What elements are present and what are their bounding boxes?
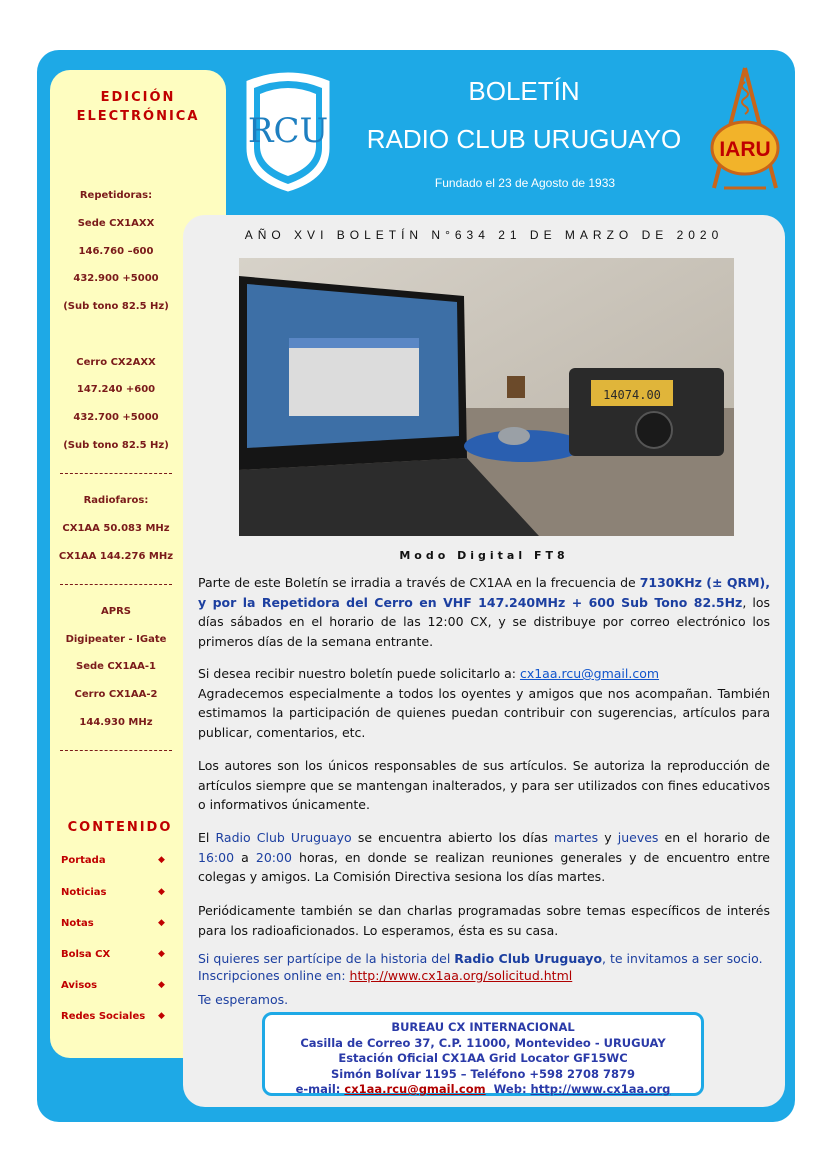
sidebar-line: Cerro CX1AA-2 <box>74 689 158 700</box>
sidebar-line: Cerro CX2AXX <box>76 357 156 368</box>
subscribe-email-link[interactable]: cx1aa.rcu@gmail.com <box>519 666 660 681</box>
sidebar-line: 432.700 +5000 <box>73 412 159 423</box>
toc-link-bolsa-cx[interactable]: Bolsa CX <box>61 949 111 960</box>
toc-bullet: ◆ <box>158 887 165 897</box>
sidebar-line: 147.240 +600 <box>76 384 156 395</box>
sidebar-divider <box>60 473 172 474</box>
founded-date: Fundado el 23 de Agosto de 1933 <box>434 176 616 190</box>
sidebar-line: Digipeater - IGate <box>65 634 167 645</box>
sidebar-line: Radiofaros: <box>83 495 149 506</box>
photo-caption: Modo Digital FT8 <box>399 549 569 562</box>
sidebar-line: CX1AA 144.276 MHz <box>58 551 174 562</box>
sidebar-line: 146.760 –600 <box>78 246 154 257</box>
station-photo <box>239 258 734 536</box>
sidebar-line: (Sub tono 82.5 Hz) <box>63 440 169 451</box>
toc-bullet: ◆ <box>158 855 165 865</box>
rcu-logo <box>238 70 338 194</box>
radio-display-freq: 14074.00 <box>603 388 661 402</box>
toc-bullet: ◆ <box>158 1011 165 1021</box>
closing-line: Te esperamos. <box>198 992 289 1007</box>
sidebar-line: CX1AA 50.083 MHz <box>62 523 170 534</box>
sidebar-line: Repetidoras: <box>79 190 153 201</box>
paragraph-talks: Periódicamente también se dan charlas programadas sobre temas específicos de interés para los radioaficionados. Lo esperamos, ésta es su casa. <box>198 903 770 938</box>
sidebar-line: Sede CX1AA-1 <box>76 661 156 672</box>
club-name-title: RADIO CLUB URUGUAYO <box>366 124 682 154</box>
bureau-station: Estación Oficial CX1AA Grid Locator GF15WC <box>338 1051 628 1065</box>
bureau-phone: Simón Bolívar 1195 – Teléfono +598 2708 7879 <box>330 1066 636 1081</box>
edition-title-line2: ELECTRÓNICA <box>76 109 200 124</box>
toc-link-portada[interactable]: Portada <box>61 855 106 866</box>
toc-link-notas[interactable]: Notas <box>61 918 94 929</box>
toc-link-avisos[interactable]: Avisos <box>61 980 98 991</box>
signup-url-link[interactable]: http://www.cx1aa.org/solicitud.html <box>349 968 573 983</box>
paragraph-schedule: El Radio Club Uruguayo se encuentra abierto los días martes y jueves en el horario de 16:00 a 20:00 horas, en donde se realizan reuniones generales y de encuentro entre colegas y amigos. La Comisión Directiva sesiona los días martes. <box>198 830 770 884</box>
paragraph-broadcast: Parte de este Boletín se irradia a través de CX1AA en la frecuencia de 7130KHz (± QRM), y por la Repetidora del Cerro en VHF 147.240MHz + 600 Sub Tono 82.5Hz, los días sábados en el horario de las 12:00 CX, y se distribuye por correo electrónico los primeros días de la semana entrante. <box>198 575 770 649</box>
toc-link-noticias[interactable]: Noticias <box>61 887 107 898</box>
bulletin-title: BOLETÍN <box>468 76 580 106</box>
bureau-title: BUREAU CX INTERNACIONAL <box>391 1020 575 1034</box>
sidebar-line: APRS <box>101 606 131 617</box>
paragraph-authors: Los autores son los únicos responsables de sus artículos. Se autoriza la reproducción de artículos siempre que se mantengan inalterados, y para ser utilizados con fines educativos o informativos únicamente. <box>198 758 770 812</box>
paragraph-membership: Si quieres ser partícipe de la historia del Radio Club Uruguayo, te invitamos a ser socio. Inscripciones online en: http://www.cx1aa.org/solicitud.html <box>198 951 763 983</box>
sidebar-line: 144.930 MHz <box>79 717 153 728</box>
iaru-logo <box>706 66 784 196</box>
toc-bullet: ◆ <box>158 980 165 990</box>
rcu-logo-text: RCU <box>247 111 329 151</box>
sidebar-divider <box>60 750 172 751</box>
sidebar-line: (Sub tono 82.5 Hz) <box>63 301 169 312</box>
sidebar-line: 432.900 +5000 <box>73 273 159 284</box>
bureau-web-link[interactable]: http://www.cx1aa.org <box>530 1082 671 1096</box>
contents-title: CONTENIDO <box>67 820 173 835</box>
bureau-box <box>262 1012 704 1096</box>
sidebar-divider <box>60 584 172 585</box>
issue-line: AÑO XVI BOLETÍN N°634 21 DE MARZO DE 2020 <box>244 228 724 242</box>
iaru-logo-text: IARU <box>719 138 771 161</box>
bureau-address: Casilla de Correo 37, C.P. 11000, Montevideo - URUGUAY <box>300 1035 666 1050</box>
bureau-contacts: e-mail: cx1aa.rcu@gmail.com Web: http://www.cx1aa.org <box>295 1082 671 1096</box>
toc-link-redes-sociales[interactable]: Redes Sociales <box>61 1011 146 1022</box>
paragraph-subscribe: Si desea recibir nuestro boletín puede solicitarlo a: cx1aa.rcu@gmail.com Agradecemos especialmente a todos los oyentes y amigos que nos acompañan. También estimamos la participación de quienes puedan contribuir con sugerencias, artículos para publicar, comentarios, etc. <box>198 666 770 740</box>
sidebar-line: Sede CX1AXX <box>77 218 155 229</box>
bureau-email-link[interactable]: cx1aa.rcu@gmail.com <box>344 1082 486 1096</box>
toc-bullet: ◆ <box>158 918 165 928</box>
frequency-highlight: 7130KHz (± QRM), y por la Repetidora del Cerro en VHF 147.240MHz + 600 Sub Tono 82.5Hz <box>198 575 770 610</box>
toc-bullet: ◆ <box>158 949 165 959</box>
edition-title-line1: EDICIÓN <box>100 90 176 105</box>
